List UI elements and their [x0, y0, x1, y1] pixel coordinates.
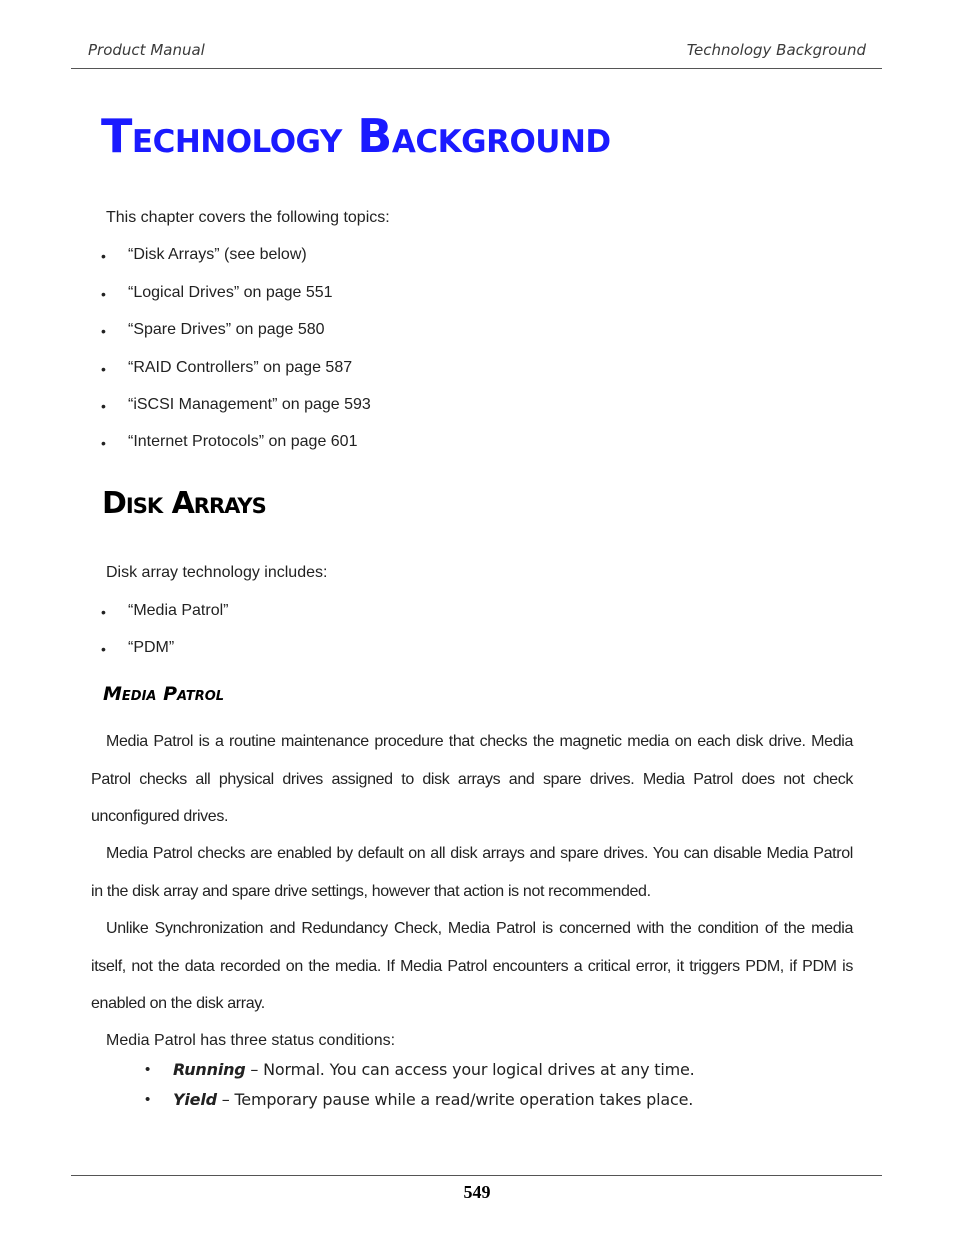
topic-link-raid-controllers[interactable]: “RAID Controllers” on page 587 [128, 359, 353, 376]
bullet-marker: • [101, 361, 106, 377]
status-item-running [173, 1060, 695, 1080]
header-rule [71, 68, 882, 69]
media-patrol-paragraph-3: Unlike Synchronization and Redundancy Check, Media Patrol is concerned with the condition of the media itself, not the data recorded on the media. If Media Patrol encounters a critical error, it triggers PDM, if PDM is enabled on the disk array. [91, 920, 853, 1012]
section-title-initial-2: A [162, 486, 194, 521]
status-term: Yield [173, 1090, 217, 1109]
chapter-intro: This chapter covers the following topics: [106, 209, 390, 226]
bullet-marker: • [101, 286, 106, 302]
chapter-title-initial-2: B [341, 109, 392, 163]
running-header-left: Product Manual [88, 41, 205, 59]
status-description: – Normal. You can access your logical drives at any time. [245, 1060, 695, 1079]
footer-rule [71, 1175, 882, 1176]
chapter-title [101, 108, 611, 170]
bullet-marker: • [101, 323, 106, 339]
status-term: Running [173, 1060, 246, 1079]
subsection-title-media-patrol [103, 682, 224, 709]
bullet-marker: • [101, 248, 106, 264]
disk-array-item-pdm[interactable]: “PDM” [128, 639, 175, 656]
section-title-rest-1: ISK [125, 494, 163, 518]
subsection-title-rest-2: ATROL [177, 689, 225, 704]
section-title-disk-arrays [102, 484, 266, 526]
subsection-title-initial-1: M [103, 683, 122, 705]
running-header-right: Technology Background [686, 41, 866, 59]
topic-link-logical-drives[interactable]: “Logical Drives” on page 551 [128, 284, 333, 301]
bullet-marker: • [101, 435, 106, 451]
disk-arrays-intro: Disk array technology includes: [106, 564, 328, 581]
chapter-title-rest-2: ACKGROUND [391, 124, 611, 160]
section-title-rest-2: RRAYS [193, 494, 266, 518]
status-description: – Temporary pause while a read/write operation takes place. [216, 1090, 694, 1109]
media-patrol-paragraph-1: Media Patrol is a routine maintenance procedure that checks the magnetic media on each disk drive. Media Patrol checks all physical drives assigned to disk arrays and spare drives. Media Patrol does not check unconfigured drives. [91, 733, 853, 825]
bullet-marker: • [101, 604, 106, 620]
chapter-title-initial-1: T [101, 109, 132, 163]
subsection-title-initial-2: P [156, 683, 178, 705]
chapter-title-rest-1: ECHNOLOGY [131, 124, 342, 160]
topic-link-spare-drives[interactable]: “Spare Drives” on page 580 [128, 321, 325, 338]
bullet-marker: • [101, 398, 106, 414]
disk-array-item-media-patrol[interactable]: “Media Patrol” [128, 602, 229, 619]
topic-link-internet-protocols[interactable]: “Internet Protocols” on page 601 [128, 433, 358, 450]
bullet-marker: • [101, 641, 106, 657]
status-intro: Media Patrol has three status conditions: [106, 1032, 396, 1049]
media-patrol-paragraph-2: Media Patrol checks are enabled by default on all disk arrays and spare drives. You can disable Media Patrol in the disk array and spare drive settings, however that action is not recommended. [91, 845, 853, 900]
section-title-initial-1: D [102, 486, 126, 521]
topic-link-disk-arrays[interactable]: “Disk Arrays” (see below) [128, 246, 307, 263]
page-number: 549 [463, 1182, 491, 1202]
topic-link-iscsi-management[interactable]: “iSCSI Management” on page 593 [128, 396, 371, 413]
bullet-marker: • [145, 1091, 151, 1108]
bullet-marker: • [145, 1061, 151, 1078]
subsection-title-rest-1: EDIA [121, 689, 157, 704]
status-item-yield [173, 1090, 693, 1110]
